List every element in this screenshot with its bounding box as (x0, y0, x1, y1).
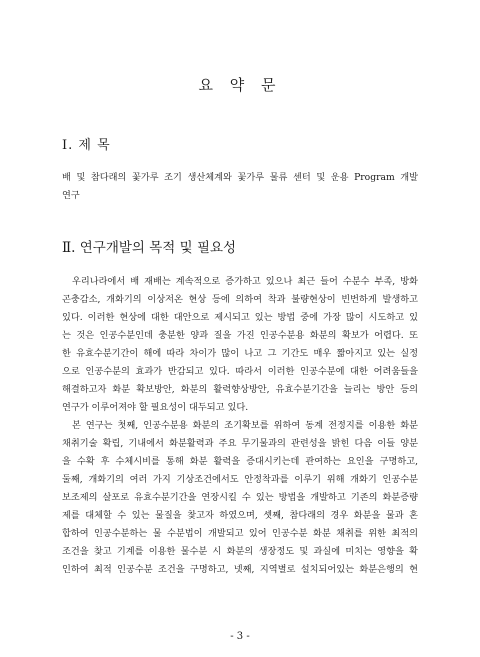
page-number: - 3 - (230, 631, 250, 642)
paragraph-line: 배 및 참다래의 꽃가루 조기 생산체계와 꽃가루 물류 센터 및 운용 Program 개발 (62, 172, 418, 183)
paragraph-line: 연구가 이루어져야 할 필요성이 대두되고 있다. (62, 402, 249, 413)
paragraph-line: 해결하고자 화분 확보방안, 화분의 활력향상방안, 유효수분기간을 늘리는 방안 등의 (62, 384, 418, 395)
paragraph-line: 인하여 최적 인공수분 조건을 구명하고, 넷째, 지역별로 설치되어있는 화분은행의 현 (62, 564, 418, 575)
section-heading-purpose: Ⅱ. 연구개발의 목적 및 필요성 (62, 240, 237, 256)
paragraph-line: 을 수확 후 수체시비를 통해 화분 활력을 증대시키는데 관여하는 요인을 구명하고, (62, 456, 418, 467)
paragraph-line: 보조제의 살포로 유효수분기간을 연장시킬 수 있는 방법을 개발하고 기존의 화분증량 (62, 492, 418, 503)
paragraph-line: 있다. 이러한 현상에 대한 대안으로 제시되고 있는 방법 중에 가장 많이 시도하고 있 (62, 312, 418, 323)
paragraph-line: 우리나라에서 배 재배는 계속적으로 증가하고 있으나 최근 들어 수분수 부족, 방화 (72, 276, 418, 287)
paragraph-line: 조건을 찾고 기계를 이용한 물수분 시 화분의 생장정도 및 과실에 미치는 영향을 확 (62, 546, 418, 557)
paragraph-line: 는 것은 인공수분인데 충분한 양과 질을 가진 인공수분용 화분의 확보가 어렵다. 또 (62, 330, 418, 341)
document-title: 요 약 문 (198, 76, 282, 94)
paragraph-line: 한 유효수분기간이 해에 따라 차이가 많이 나고 그 기간도 매우 짧아지고 있는 실정 (62, 348, 418, 359)
section-heading-title: Ⅰ. 제 목 (62, 138, 111, 153)
paragraph-line: 으로 인공수분의 효과가 반감되고 있다. 따라서 이러한 인공수분에 대한 어려움들을 (62, 366, 418, 377)
paragraph-line: 제를 대체할 수 있는 물질을 찾고자 하였으며, 셋째, 참다래의 경우 화분을 물과 혼 (62, 510, 418, 521)
paragraph-line: 합하여 인공수분하는 물 수분법이 개발되고 있어 인공수분 화분 채취를 위한 최적의 (62, 528, 418, 539)
paragraph-line: 곤충감소, 개화기의 이상저온 현상 등에 의하여 착과 불량현상이 빈번하게 발생하고 (62, 294, 418, 305)
paragraph-line: 채취기술 확립, 기내에서 화분활력과 주요 무기물과의 관련성을 밝힌 다음 이들 양분 (62, 438, 418, 449)
paragraph-line: 연구 (62, 190, 80, 201)
paragraph-line: 둘째, 개화기의 여러 가지 기상조건에서도 안정착과를 이루기 위해 개화기 인공수분 (62, 474, 418, 485)
paragraph-line: 본 연구는 첫째, 인공수분용 화분의 조기확보를 위하여 동계 전정지를 이용한 화분 (72, 420, 418, 431)
